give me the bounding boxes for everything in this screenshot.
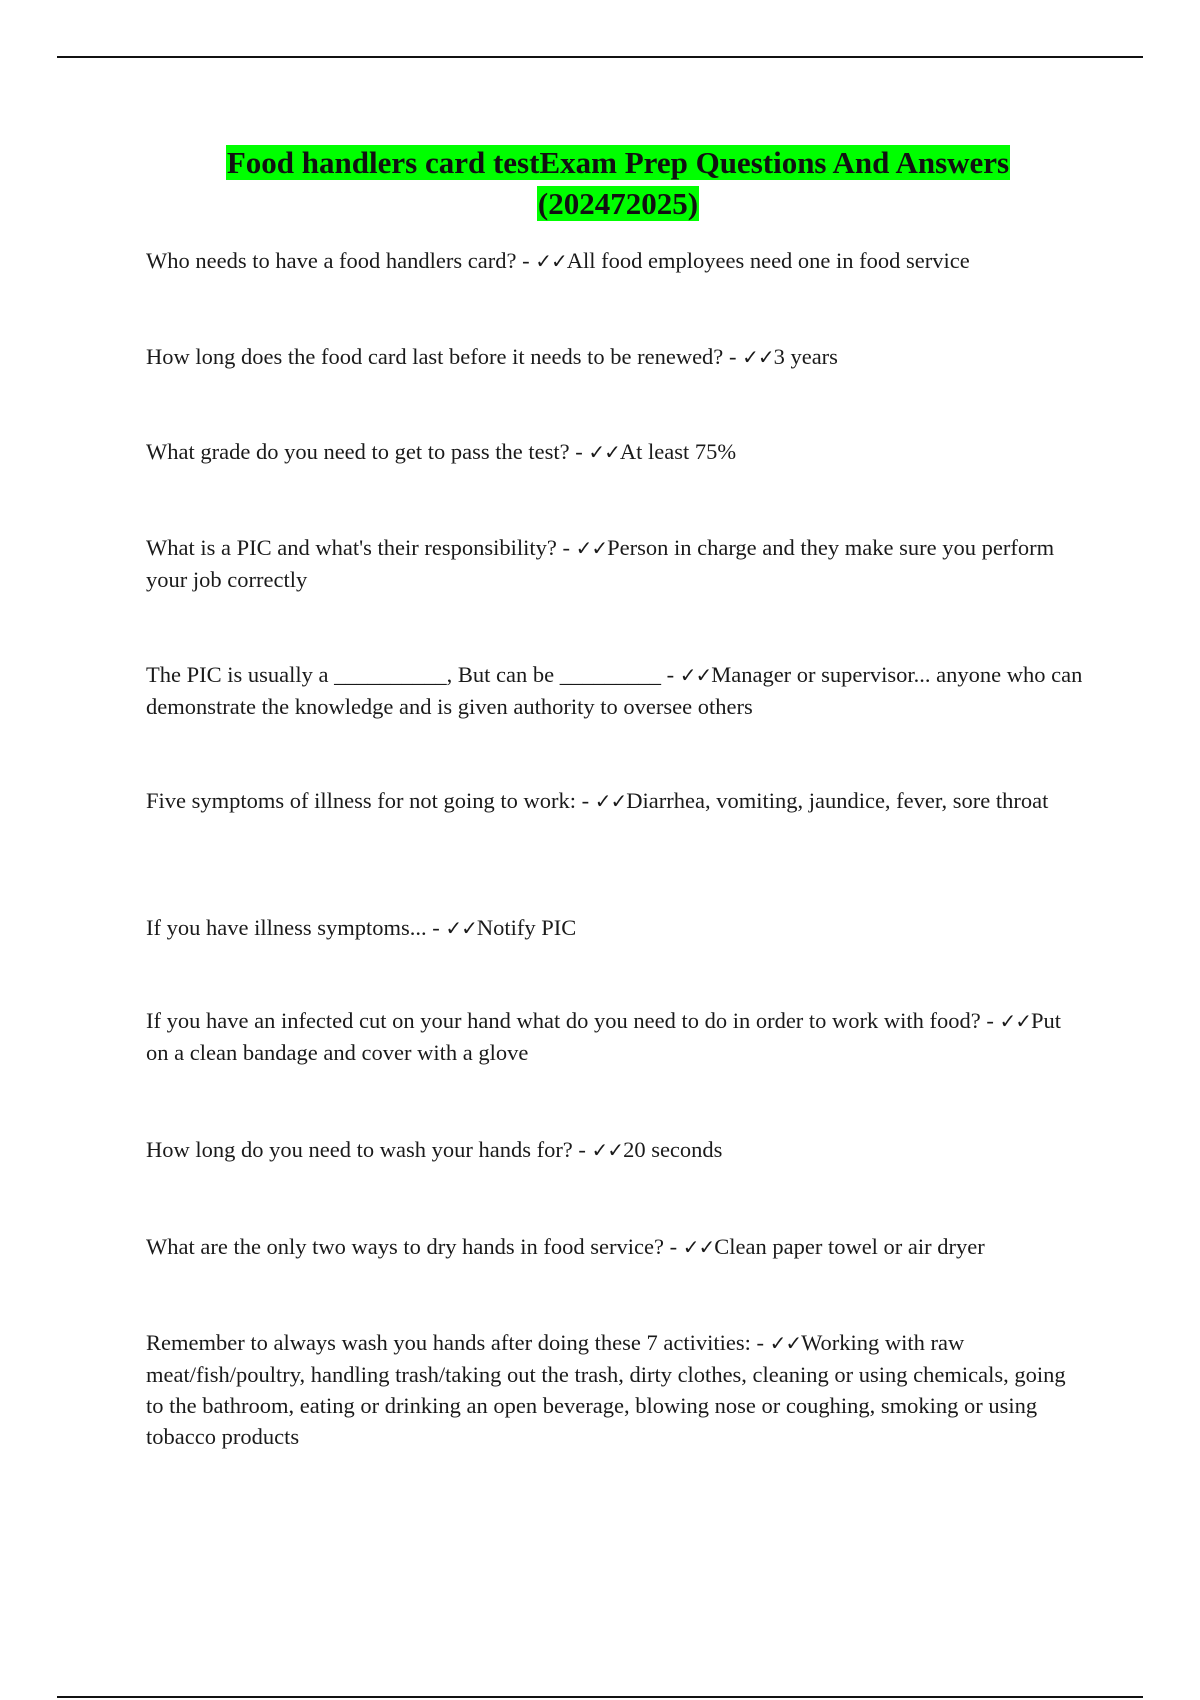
double-check-icon: ✓✓ [535, 249, 567, 273]
qa-item [146, 436, 1086, 468]
answer-text: Manager or supervisor... anyone who can demonstrate the knowledge and is given authority to oversee others [146, 662, 1083, 719]
separator: - [569, 439, 589, 464]
separator: - [660, 662, 680, 687]
answer-text: At least 75% [619, 439, 737, 464]
question-text: The PIC is usually a __________, But can be _________ [146, 662, 661, 687]
separator: - [556, 535, 576, 560]
separator: - [572, 1137, 592, 1162]
question-text: If you have illness symptoms... [146, 915, 427, 940]
answer-text: Notify PIC [476, 915, 577, 940]
question-text: Remember to always wash you hands after doing these 7 activities: [146, 1330, 751, 1355]
separator: - [663, 1234, 683, 1259]
double-check-icon: ✓✓ [588, 440, 620, 464]
question-text: What are the only two ways to dry hands in food service? [146, 1234, 664, 1259]
question-text: If you have an infected cut on your hand what do you need to do in order to work with food? [146, 1008, 981, 1033]
qa-item [146, 1327, 1086, 1452]
question-text: What grade do you need to get to pass the test? [146, 439, 570, 464]
question-text: Five symptoms of illness for not going to work: [146, 788, 576, 813]
double-check-icon: ✓✓ [769, 1331, 802, 1355]
question-text: How long does the food card last before it needs to be renewed? [146, 344, 724, 369]
title-line-2: (202472025) [537, 186, 699, 221]
separator: - [723, 344, 743, 369]
footer-rule [57, 1696, 1143, 1698]
qa-item [146, 341, 1086, 373]
answer-text: 20 seconds [623, 1137, 723, 1162]
answer-text: Working with raw meat/fish/poultry, handling trash/taking out the trash, dirty clothes, cleaning or using chemicals, going to the bathroom, eating or drinking an open beverage, blowing nose or coughing, smoking or using tobacco products [146, 1330, 1066, 1449]
qa-item [146, 245, 1086, 277]
double-check-icon: ✓✓ [575, 536, 608, 560]
answer-text: All food employees need one in food service [566, 248, 970, 273]
separator: - [516, 248, 536, 273]
answer-text: Put on a clean bandage and cover with a glove [146, 1008, 1062, 1065]
question-text: How long do you need to wash your hands for? [146, 1137, 573, 1162]
header-rule [57, 56, 1143, 58]
answer-text: Clean paper towel or air dryer [714, 1234, 985, 1259]
qa-item [146, 532, 1086, 595]
answer-text: Person in charge and they make sure you perform your job correctly [146, 535, 1055, 592]
qa-item [146, 659, 1086, 722]
separator: - [576, 788, 595, 813]
separator: - [750, 1330, 770, 1355]
qa-item [146, 912, 1086, 944]
double-check-icon: ✓✓ [445, 916, 477, 940]
double-check-icon: ✓✓ [591, 1138, 624, 1162]
double-check-icon: ✓✓ [594, 789, 627, 813]
document-title [146, 142, 1090, 224]
qa-item [146, 1231, 1086, 1263]
question-text: Who needs to have a food handlers card? [146, 248, 517, 273]
answer-text: 3 years [773, 344, 838, 369]
title-line-1: Food handlers card testExam Prep Questions And Answers [226, 145, 1010, 180]
qa-item [146, 1134, 1086, 1166]
separator: - [426, 915, 446, 940]
double-check-icon: ✓✓ [679, 663, 712, 687]
double-check-icon: ✓✓ [742, 345, 774, 369]
double-check-icon: ✓✓ [999, 1009, 1032, 1033]
qa-item [146, 785, 1086, 817]
double-check-icon: ✓✓ [682, 1235, 715, 1259]
separator: - [980, 1008, 1000, 1033]
answer-text: Diarrhea, vomiting, jaundice, fever, sore throat [626, 788, 1049, 813]
qa-item [146, 1005, 1086, 1068]
question-text: What is a PIC and what's their responsibility? [146, 535, 557, 560]
